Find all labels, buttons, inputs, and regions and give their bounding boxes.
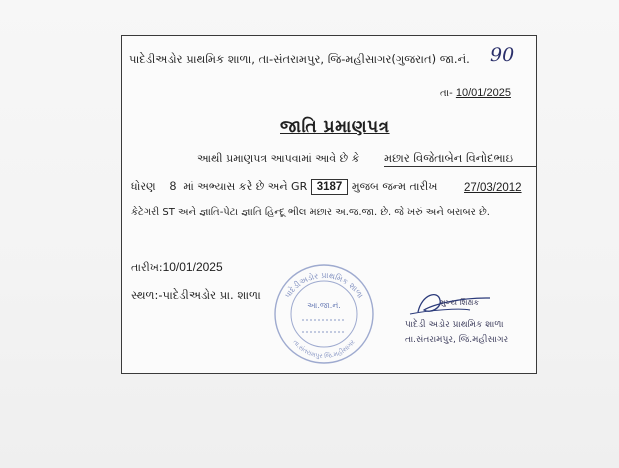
stamp-ring-text: પાદેડીઅડોર પ્રાથમિક શાળા	[283, 270, 365, 300]
signature-designation: મુખ્ય શિક્ષક	[440, 298, 480, 307]
school-stamp	[272, 262, 376, 366]
caste-line: કેટેગરી ST અને જ્ઞાતિ-પેટા જ્ઞાતિ હિન્દૂ ભીલ મછાર અ.જ.જા. છે. જે ખરું અને બરાબર છે.	[131, 207, 490, 218]
dob-label: મુજબ જન્મ તારીખ	[351, 180, 438, 193]
date-value: 10/01/2025	[455, 87, 511, 99]
stamp-inner-label: આ.જા.નં.	[307, 301, 341, 310]
place-value: પાદેડીઅડોર પ્રા. શાળા	[162, 288, 261, 302]
gr-number-box: 3187	[311, 179, 349, 195]
date-of-birth: 27/03/2012	[464, 182, 522, 194]
place-label: સ્થળ:-	[131, 288, 163, 302]
footer-place	[131, 288, 261, 303]
footer-date-label: તારીખ:	[131, 261, 163, 274]
std-label: ધોરણ	[131, 180, 156, 193]
signature-taluka-line: તા.સંતરામપુર, જિ.મહીસાગર	[405, 335, 509, 345]
date-prefix: તા-	[440, 88, 453, 99]
signature-school-line: પાદેડી અડોર પ્રાથમિક શાળા	[405, 320, 504, 330]
certificate-title: જાતિ પ્રમાણપત્ર	[280, 117, 390, 137]
register-number: 90	[490, 44, 515, 66]
svg-text:પાદેડીઅડોર પ્રાથમિક શાળા	[283, 271, 365, 300]
footer-date-value: 10/01/2025	[162, 260, 223, 274]
standard-line	[131, 179, 437, 195]
stamp-bottom-text: તા.સંતરામપુર જિ.મહીસાગર	[291, 338, 357, 361]
student-name: મછાર વિજેતાબેન વિનોદભાઇ	[384, 151, 536, 167]
footer-date	[131, 260, 223, 275]
std-value: 8	[169, 179, 177, 193]
certify-text: આથી પ્રમાણપત્ર આપવામાં આવે છે કે	[197, 152, 360, 165]
issue-date-top	[440, 87, 511, 99]
study-text: માં અભ્યાસ કરે છે અને GR	[183, 180, 308, 193]
school-header: પાદેડીઅડોર પ્રાથમિક શાળા, તા-સંતરામપુર, જિ-મહીસાગર(ગુજરાત) જા.નં.	[129, 52, 470, 66]
